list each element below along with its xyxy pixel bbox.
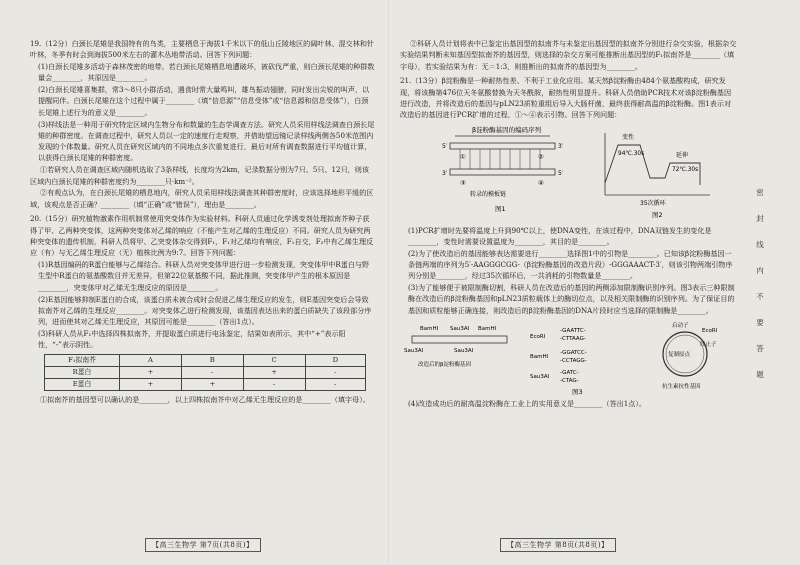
q21-part3: (3)为了能够便于被限制酶切割，科研人员在改造后的基因的两侧添加限制酶识别序列。图3表示三种限制酶在改造后的β淀粉酶基因和pLN23质粒载体上的酶切位点，以及相关限制酶的识别序列。为了保证目的基因和质粒能够正确连接，则改造后的β淀粉酶基因的DNA片段时应当选择的限制酶是________。 — [408, 283, 735, 315]
enzyme-sau3ai-a: Sau3AⅠ — [450, 325, 470, 332]
pcr-figures — [400, 123, 738, 223]
table-cell: - — [305, 379, 365, 391]
seal-char: 线 — [756, 240, 764, 249]
primer-2: ② — [538, 152, 544, 161]
table-cell: + — [120, 366, 182, 378]
primer-4: ④ — [538, 178, 544, 187]
plasmid-terminator: 终止子 — [700, 341, 717, 348]
enzyme-bamhi-c: BamHⅠ — [530, 353, 549, 360]
right-column — [400, 38, 738, 410]
seq-ecori-bottom: -CTTAAG- — [560, 335, 586, 342]
gene-fragment — [412, 336, 507, 343]
table-cell: - — [305, 366, 365, 378]
q19-stem: 19.（12分）白颈长尾雉是我国特有的鸟类，主要栖息于海拔1千米以下的低山丘陵地区的阔叶林、混交林和针叶林，冬季有时会到海拔500米左右的灌木丛地带活动。回答下列问题： — [30, 39, 375, 60]
table-header-cell: F₁拟南芥 — [45, 354, 120, 366]
table-cell: E蛋白 — [45, 379, 120, 391]
q20-stem: 20.（15分）研究植物激素作用机制常使用突变体作为实验材料。科研人员通过化学诱变剂处理拟南芥种子获得了甲、乙两种突变体，这两种突变体对乙烯的响应（不能产生对乙烯的生理反应）不同。研究人员为研究两种突变体的遗传机制，科研人员将甲、乙突变体杂交得到F₁，F₁对乙烯均有响应，F₁自交，F₂中有乙烯生理反应（有）与无乙烯生理反应（无）植株比例为9:7。回答下列问题： — [30, 214, 374, 258]
q20-part2: (2)E基因能够抑制E蛋白的合成，该蛋白质未被合成时会促进乙烯生理反应的发生，则E基因突变后会导致拟南芥对乙烯的生理反应________。对突变体乙进行检测发现，该基因表达出来的蛋白质缺失了该段部分序列，进而使其对乙烯无生理反应，其原因可能是________（答出1点）。 — [38, 294, 372, 327]
table-cell: + — [120, 379, 182, 391]
page-fold — [388, 0, 389, 565]
enzyme-sau3ai-b: Sau3AⅠ — [404, 347, 424, 354]
q20-part1: (1)R基因编码的R蛋白能够与乙烯结合。科研人员对突变体甲进行进一步检测发现，突变体甲中R蛋白与野生型中R蛋白的氨基酸数目并无差异，但第22位氨基酸不同，据此推测，突变体甲产生的根本原因是________，突变体甲对乙烯无生理反应的原因是________。 — [38, 260, 370, 292]
gene-label: 改造后的β淀粉酶基因 — [418, 361, 472, 368]
q19-part3: (3)样线法是一种用于研究特定区域内生物分布和数量的生态学调查方法。研究人员采用样线法调查白颈长尾雉的种群密度。在调查过程中，研究人员以一定的速度行走观察，并借助望远镜记录样线两侧各50米范围内发现的个体数量。研究人员在研究区域内的不同地点多次重复进行，最后对所有调查数据进行平均值计算，以获得白颈长尾雉的种群密度。 — [38, 119, 375, 163]
figure-3 — [400, 318, 738, 396]
seal-line-notice — [752, 180, 768, 388]
plasmid-resistance: 抗生素抗性基因 — [662, 383, 701, 390]
fig2-extend-temp: 72℃.30s — [672, 166, 699, 173]
q20-part3-a: ①拟南芥的基因型可以确认的是________，以上四株拟南芥中对乙烯无生理反应的是________（填字母）。 — [40, 395, 370, 405]
footer-right: 【高三生物学 第8页(共8页)】 — [500, 538, 616, 552]
base-pair-lines — [460, 149, 540, 169]
table-cell: - — [181, 366, 243, 378]
seal-char: 题 — [756, 370, 764, 379]
seq-ecori-top: -GAATTC- — [560, 327, 586, 334]
table-header-row — [45, 354, 366, 366]
seal-char: 密 — [756, 188, 764, 197]
dna-strand-top — [450, 143, 555, 149]
fig2-denature-temp: 94℃.30s — [618, 150, 645, 157]
table-cell: + — [243, 366, 305, 378]
enzyme-ecori-a: EcoRⅠ — [530, 333, 546, 340]
strand-end-5b: 5′ — [558, 169, 564, 177]
seq-sau3ai-top: -GATC- — [560, 369, 579, 376]
fig1-sub: 转录的模板链 — [470, 190, 507, 198]
table-header-cell: C — [243, 354, 305, 366]
seq-bamhi-top: -GGATCC- — [560, 349, 587, 356]
fig1-title: β淀粉酶基因的编码序列 — [472, 125, 542, 134]
q20-part3: (3)科研人员从F₁中选择四株拟南芥，并提取蛋白质进行电泳鉴定，结果如表所示，其中“+”表示阳性，“-”表示阴性。 — [38, 328, 346, 350]
fig2-denature: 变性 — [622, 133, 635, 141]
primer-3: ③ — [460, 178, 466, 187]
dna-strand-bottom — [450, 169, 555, 175]
q21-part2: (2)为了使改造后的基因能够表达需要进行________选择图1中的引物是________。已知该β淀粉酶基因一条链两端的序列为5′-AAGGGCGG-（β淀粉酶基因的改造片段）-GGGAAACT-3′，则该引物两端引物序列分别是________，经过35次循环后，一共消耗的引物数量是________。 — [408, 248, 733, 281]
electrophoresis-table — [44, 354, 366, 392]
strand-end-3b: 3′ — [442, 169, 448, 177]
q19-part3-b: ②有观点认为，在白颈长尾雉的栖息地内，研究人员采用样线法调查其种群密度时，应该选择地形平缓的区域，该观点是否正确？________（填“正确”或“错误”），理由是________。 — [30, 188, 374, 209]
seal-char: 答 — [756, 344, 764, 353]
seal-char: 不 — [756, 292, 764, 301]
table-row — [45, 366, 366, 378]
table-row — [45, 379, 366, 391]
table-header-cell: B — [181, 354, 243, 366]
figure-1-2 — [400, 123, 738, 223]
table-cell: - — [243, 379, 305, 391]
q19-part2: (2)白颈长尾雉喜集群，常3～8只小群活动，遇食时常大量鸣叫，雄鸟振动翅膀，同时发出尖锐的叫声，以提醒同伴。白颈长尾雉在这个过程中属于________（填“信息源”“信息受体”或“信息源和信息受体”），白颈长尾雉上述行为的意义是________。 — [38, 85, 370, 117]
strand-end-3: 3′ — [558, 142, 564, 150]
seal-char: 封 — [756, 214, 764, 223]
fig2-label: 图2 — [652, 210, 663, 219]
enzyme-ecori-b: EcoRⅠ — [702, 327, 718, 334]
primer-1: ① — [460, 152, 466, 161]
table-header-cell: A — [120, 354, 182, 366]
seal-char: 要 — [756, 318, 764, 327]
q19-part3-a: ①若研究人员在调查区域内随机选取了3条样线，长度均为2km，记录数据分别为7只、5只、12只，则该区域内白颈长尾雉的种群密度约为________只·km⁻²。 — [30, 165, 369, 186]
fig2-extend: 延伸 — [676, 151, 689, 159]
strand-end-5: 5′ — [442, 142, 448, 150]
seal-char: 内 — [756, 266, 764, 275]
plasmid-origin: 复制原点 — [668, 351, 691, 358]
left-column — [30, 38, 375, 406]
restriction-figure — [400, 318, 738, 396]
footer-left: 【高三生物学 第7页(共8页)】 — [145, 538, 261, 552]
table-cell: R蛋白 — [45, 366, 120, 378]
enzyme-bamhi-a: BamHⅠ — [420, 325, 439, 332]
fig3-label: 图3 — [572, 387, 583, 396]
fig2-cycles: 35次循环 — [640, 199, 666, 207]
fig1-label: 图1 — [495, 204, 506, 213]
enzyme-sau3ai-d: Sau3AⅠ — [530, 373, 550, 380]
table-header-cell: D — [305, 354, 365, 366]
q20-part3-b: ②科研人员计划将表中已鉴定出基因型的拟南芥与未鉴定出基因型的拟南芥分别进行杂交实验，根据杂交实验结果判断未知基因型拟南芥的基因型，则选择的杂交方案可能推断出基因型的F₁拟南芥是________（填字母），若实验结果为有：无＝1:3，则推断出的拟南芥的基因型为________。 — [400, 39, 737, 71]
enzyme-sau3ai-c: Sau3AⅠ — [454, 347, 474, 354]
seq-bamhi-bottom: -CCTAGG- — [560, 357, 587, 364]
q19-part1: (1)白颈长尾雉多活动于森林茂密的地带。若白颈长尾雉栖息地遭破坏，被砍伐严重，则白颈长尾雉的种群数量会________，其原因是________。 — [38, 62, 375, 83]
plasmid-promoter: 启动子 — [672, 322, 689, 329]
seq-sau3ai-bottom: -CTAG- — [560, 377, 579, 384]
q21-part4: (4)改造成功后的耐高温淀粉酶在工业上的实用意义是________（答出1点）。 — [408, 398, 647, 408]
table-cell: + — [181, 379, 243, 391]
enzyme-bamhi-b: BamHⅠ — [478, 325, 497, 332]
q21-part1: (1)PCR扩增时先要将温度上升到90℃以上，使DNA变性，在该过程中，DNA双链发生的变化是________，变性时需要设置温度为________，其目的是________。 — [408, 225, 712, 246]
q21-stem: 21.（13分）β淀粉酶是一种耐热性差、不利于工业化应用。某天然β淀粉酶由484个氨基酸构成，研究发现，将该酶第476位天冬氨酸替换为天冬酰胺，耐热性明显提升。科研人员借助PCR技术对该β淀粉酶基因进行改造，并将改造后的基因与pLN23质粒重组后导入大肠杆菌，最终获得耐高温的β淀粉酶。图1表示对改造后的基因进行PCR扩增的过程，①～④表示引物。回答下列问题： — [400, 76, 732, 120]
